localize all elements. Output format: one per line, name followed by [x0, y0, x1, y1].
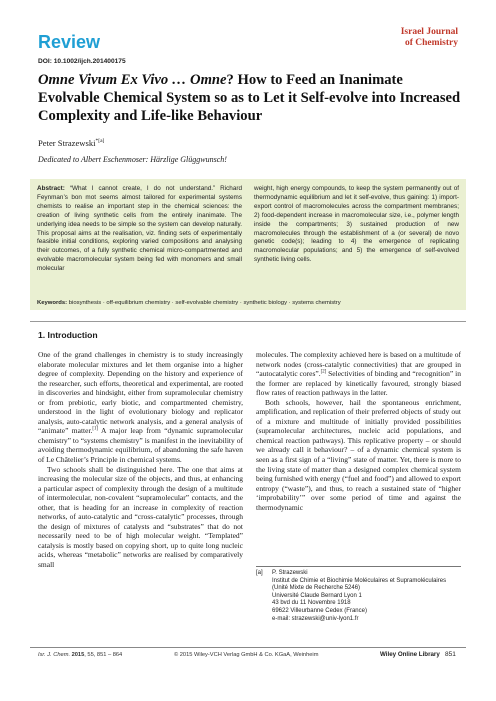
- affiliation-email[interactable]: e-mail: strazewski@univ-lyon1.fr: [272, 615, 359, 622]
- paragraph: [38, 350, 243, 465]
- keywords-label: Keywords:: [37, 300, 68, 306]
- affiliation-line: 69622 Villeurbanne Cedex (France): [272, 607, 367, 614]
- abstract-left-column: [37, 185, 242, 274]
- article-title: [38, 72, 468, 125]
- page-number: 851: [445, 651, 456, 658]
- paragraph-text: molecules. The complexity achieved here is based on a multitude of network nodes (cross-catalytic connectivities) that are grouped in “autocatalytic cores”.: [256, 350, 461, 379]
- affiliation-line: Université Claude Bernard Lyon 1: [272, 592, 362, 599]
- paragraph: Both schools, however, hail the spontaneous enrichment, amplification, and replication of their preferred objects of study out of a mixture and multitude of initially provided possibilities (supramolecular architectures, nucleic acid populations, and chemical reaction pathways). This replicative property – or should we already call it behaviour? – of a dynamic chemical system is seen as a first sign of a “living” state of matter. Yet, there is more to the living state of matter than a designed complex chemical system being furnished with energy (“fuel and food”) and allowed to export entropy (“waste”), and thus, to reach a sustained state of “higher ‘improbability’” over some period of time and against the thermodynamic: [256, 397, 461, 512]
- citation-rest: , 55, 851 – 864: [84, 652, 123, 658]
- wiley-online-library-link[interactable]: Wiley Online Library: [380, 651, 440, 658]
- body-column-left: [38, 350, 243, 570]
- reference-mark[interactable]: [1]: [92, 426, 99, 432]
- title-italic: Omne Vivum Ex Vivo … Omne: [38, 72, 227, 88]
- paragraph-text: Selectivities of binding and “recognition” in the former are replaced by kinetically favoured, strongly biased flow rates of reaction pathways in the latter.: [256, 369, 461, 398]
- journal-name-line2: of Chemistry: [404, 37, 458, 48]
- title-rest: ? How to Feed an Inanimate Evolvable Chemical System so as to Let it Self-evolve into Increased Complexity and Life-like Behaviour: [38, 72, 461, 124]
- citation-year: 2015: [71, 652, 85, 658]
- paragraph-text: A major leap from “dynamic supramolecular chemistry” to “systems chemistry” is manifest in the inevitability of avoiding thermodynamic equilibrium, of abandoning the safe haven of Le Châtelier’s Principle in chemical systems.: [38, 426, 243, 465]
- paragraph: Two schools shall be distinguished here. The one that aims at increasing the molecular size of the objects, and thus, at enhancing a particular aspect of complexity through the design of a multitude of intermolecular, non-covalent “supramolecular” contacts, and the other, that is heading for an increase in complexity of reaction networks, of auto-catalytic and “cross-catalytic” processes, through the design of mixtures of catalysts and “substrates” that do not necessarily need to be of high molecular weight. “Templated” catalysis is mostly based on copying short, up to quite long nucleic acids, whereas “metabolic” networks are realised by comparatively small: [38, 464, 243, 570]
- doi[interactable]: DOI: 10.1002/ijch.201400175: [38, 58, 126, 65]
- dedication: Dedicated to Albert Eschenmoser: Härzlige Glüggwunsch!: [38, 155, 227, 164]
- abstract-right-column: weight, high energy compounds, to keep the system permanently out of thermodynamic equilibrium and let it self-evolve, thus gaining: 1) import-export control of macromolecules across the compartment membranes; 2) food-dependent increase in macromolecular size, i.e., polymer length inside the compartments; 3) sustained production of new macromolecules through the establishment of a (or several) de novo genetic code(s); leading to 4) the emergence of replicating macromolecular populations; and 5) the emergence of self-evolved synthetic living cells.: [254, 185, 459, 264]
- footer-citation: [38, 652, 122, 658]
- paragraph: [256, 350, 461, 398]
- affiliation-line: Institut de Chimie et Biochimie Moléculaires et Supramoléculaires (Unité Mixte de Recherche 5246): [272, 577, 447, 592]
- abstract-label: Abstract:: [37, 185, 65, 192]
- affiliation-rule: [256, 566, 461, 567]
- footer-copyright: © 2015 Wiley-VCH Verlag GmbH & Co. KGaA, Weinheim: [174, 652, 319, 658]
- keywords-text: biosynthesis · off-equilibrium chemistry · self-evolvable chemistry · synthetic biology · systems chemistry: [68, 300, 341, 306]
- author: [38, 138, 104, 148]
- body-column-right: [256, 350, 461, 512]
- paragraph-text: One of the grand challenges in chemistry is to study increasingly elaborate molecular mixtures and let them organise into a higher degree of complexity. Depending on the history and experience of the researcher, such efforts, theoretical and experimental, are rooted in discoveries and hindsight, either from supramolecular chemistry or from prebiotic, early biotic, and compartmented chemistry, understood in the light of evolutionary biology and replicator analysis, auto-catalytic network analysis, and a general analysis of “animate” matter.: [38, 350, 243, 436]
- affiliation: [272, 570, 462, 623]
- author-name: Peter Strazewski: [38, 138, 96, 148]
- author-mark: *[a]: [95, 138, 105, 145]
- journal-name: [401, 27, 458, 48]
- abstract-left-text: “What I cannot create, I do not understand.” Richard Feynman’s bon mot seems almost tailored for experimental systems chemists to realise an important step in the chemical sciences: the creation of living synthetic cells from the entirely inanimate. The underlying idea needs to be simple so the system can develop naturally. This proposal aims at the realisation, viz. finding sets of experimentally feasible initial conditions, exploring varied compositions and analysing their outcomes, of a fully synthetic chemical micro-compartmented and evolvable macromolecular system being fed with monomers and small molecular: [37, 185, 243, 273]
- section-heading: 1. Introduction: [38, 330, 98, 340]
- footer-rule: [30, 647, 466, 648]
- divider: [30, 321, 466, 322]
- affiliation-line: 43 bvd du 11 Novembre 1918: [272, 600, 351, 607]
- citation-journal: Isr. J. Chem.: [38, 652, 72, 658]
- journal-name-line1: Israel Journal: [400, 27, 458, 37]
- section-label-review: Review: [38, 32, 101, 52]
- affiliation-label: [a]: [256, 570, 263, 576]
- affiliation-line: P. Strazewski: [272, 570, 308, 576]
- keywords: [37, 300, 341, 306]
- reference-mark[interactable]: [2]: [320, 369, 327, 375]
